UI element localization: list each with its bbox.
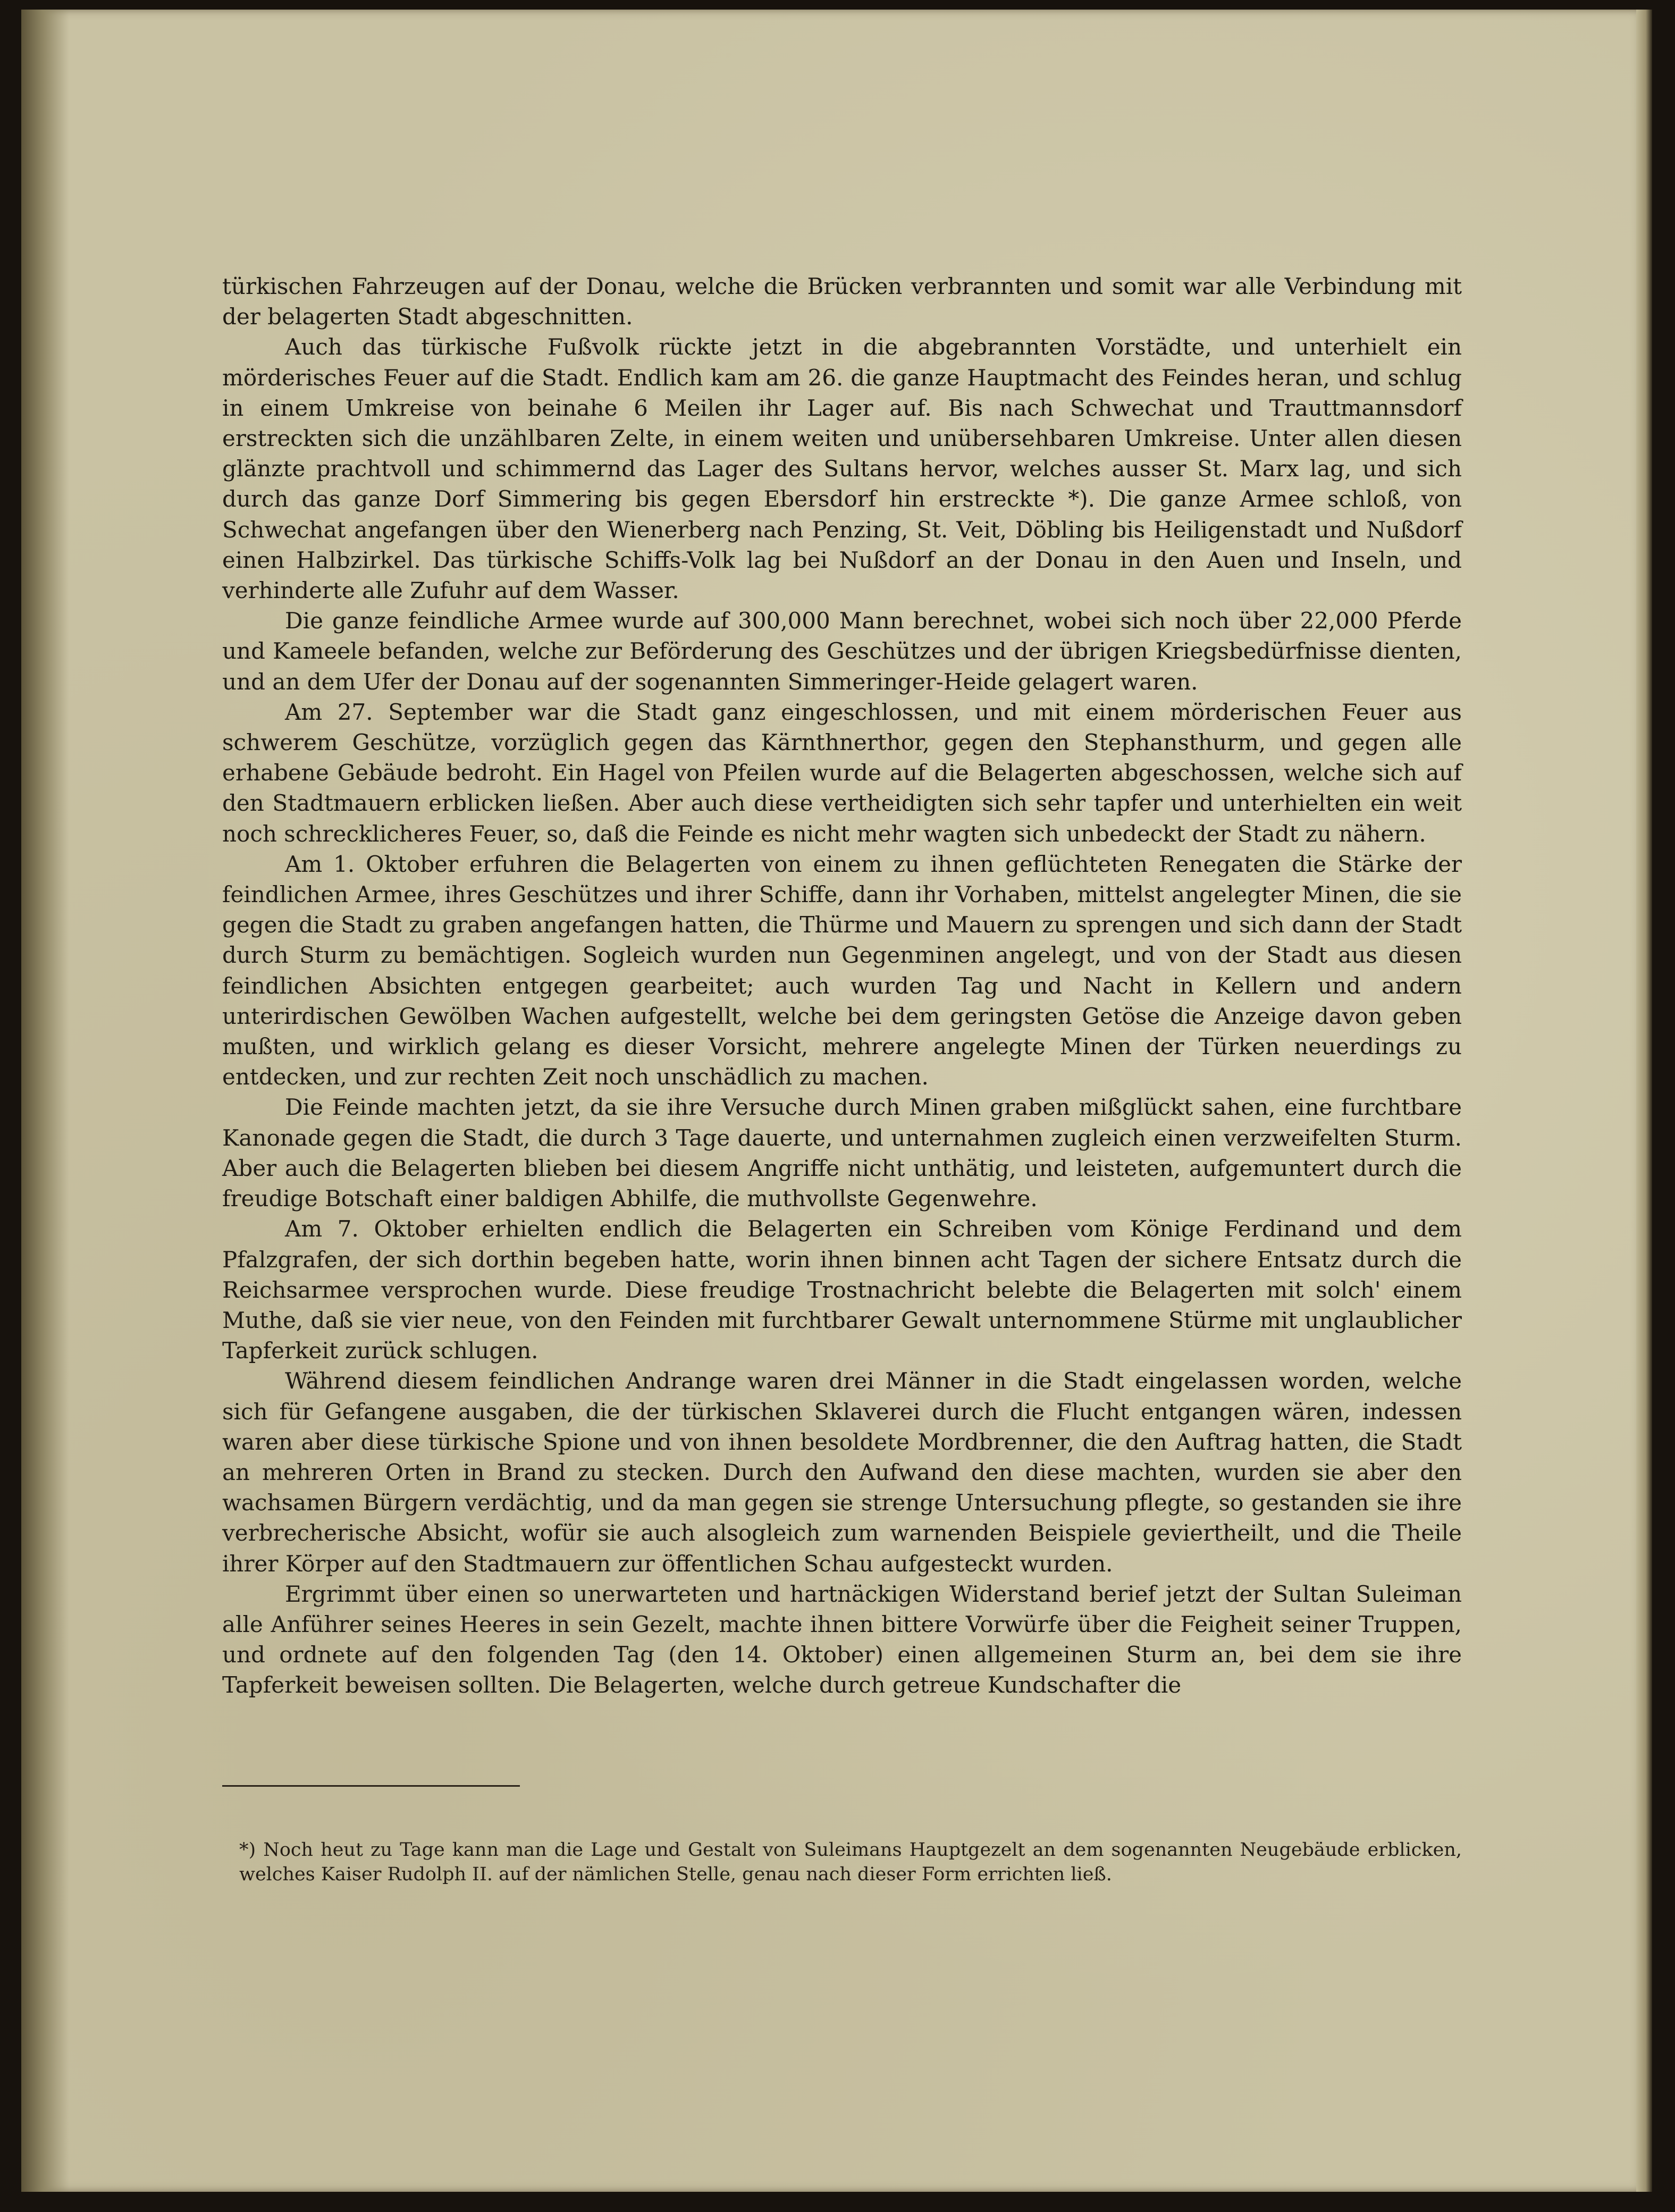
footnote-separator	[222, 1785, 520, 1787]
page-gutter-shadow	[21, 10, 69, 2192]
paragraph: Ergrimmt über einen so unerwarteten und hartnäckigen Widerstand berief jetzt der Sultan Suleiman alle Anführer seines Heeres in sein Gezelt, machte ihnen bittere Vorwürfe über die Feigheit seiner Truppen, und ordnete auf den folgenden Tag (den 14. Oktober) einen allgemeinen Sturm an, bei dem sie ihre Tapferkeit beweisen sollten. Die Belagerten, welche durch getreue Kundschafter die	[222, 1580, 1462, 1698]
paragraph: Während diesem feindlichen Andrange waren drei Männer in die Stadt eingelassen worden, welche sich für Gefangene ausgaben, die der türkischen Sklaverei durch die Flucht entgangen wären, indessen waren aber diese türkische Spione und von ihnen besoldete Mordbrenner, die den Auftrag hatten, die Stadt an mehreren Orten in Brand zu stecken. Durch den Aufwand den diese machten, wurden sie aber den wachsamen Bürgern verdächtig, und da man gegen sie strenge Untersuchung pflegte, so gestanden sie ihre verbrecherische Absicht, wofür sie auch alsogleich zum warnenden Beispiele geviertheilt, und die Theile ihrer Körper auf den Stadtmauern zur öffentlichen Schau aufgesteckt wurden.	[222, 1368, 1462, 1577]
page-edge	[1636, 10, 1652, 2192]
paragraph: Am 27. September war die Stadt ganz eingeschlossen, und mit einem mörderischen Feuer aus schwerem Geschütze, vorzüglich gegen das Kärnthnerthor, gegen den Stephansthurm, und gegen alle erhabene Gebäude bedroht. Ein Hagel von Pfeilen wurde auf die Belagerten abgeschossen, welche sich auf den Stadtmauern erblicken ließen. Aber auch diese vertheidigten sich sehr tapfer und unterhielten ein weit noch schrecklicheres Feuer, so, daß die Feinde es nicht mehr wagten sich unbedeckt der Stadt zu nähern.	[222, 699, 1462, 847]
paragraph: türkischen Fahrzeugen auf der Donau, welche die Brücken verbrannten und somit war alle Verbindung mit der belagerten Stadt abgeschnitten.	[222, 273, 1462, 330]
paragraph: Die ganze feindliche Armee wurde auf 300,000 Mann berechnet, wobei sich noch über 22,000 Pferde und Kameele befanden, welche zur Beförderung des Geschützes und der übrigen Kriegsbedürfnisse dienten, und an dem Ufer der Donau auf der sogenannten Simmeringer-Heide gelagert waren.	[222, 608, 1462, 695]
footnote: *) Noch heut zu Tage kann man die Lage und Gestalt von Suleimans Hauptgezelt an dem sogenannten Neugebäude erblicken, welches Kaiser Rudolph II. auf der nämlichen Stelle, genau nach dieser Form errichten ließ.	[239, 1839, 1462, 1885]
paragraph: Am 7. Oktober erhielten endlich die Belagerten ein Schreiben vom Könige Ferdinand und dem Pfalzgrafen, der sich dorthin begeben hatte, worin ihnen binnen acht Tagen der sichere Entsatz durch die Reichsarmee versprochen wurde. Diese freudige Trostnachricht belebte die Belagerten mit solch' einem Muthe, daß sie vier neue, von den Feinden mit furchtbarer Gewalt unternommene Stürme mit unglaublicher Tapferkeit zurück schlugen.	[222, 1216, 1462, 1364]
paragraph: Die Feinde machten jetzt, da sie ihre Versuche durch Minen graben mißglückt sahen, eine furchtbare Kanonade gegen die Stadt, die durch 3 Tage dauerte, und unternahmen zugleich einen verzweifelten Sturm. Aber auch die Belagerten blieben bei diesem Angriffe nicht unthätig, und leisteten, aufgemuntert durch die freudige Botschaft einer baldigen Abhilfe, die muthvollste Gegenwehre.	[222, 1094, 1462, 1212]
paragraph: Am 1. Oktober erfuhren die Belagerten von einem zu ihnen geflüchteten Renegaten die Stärke der feindlichen Armee, ihres Geschützes und ihrer Schiffe, dann ihr Vorhaben, mittelst angelegter Minen, die sie gegen die Stadt zu graben angefangen hatten, die Thürme und Mauern zu sprengen und sich dann der Stadt durch Sturm zu bemächtigen. Sogleich wurden nun Gegenminen angelegt, und von der Stadt aus diesen feindlichen Absichten entgegen gearbeitet; auch wurden Tag und Nacht in Kellern und andern unterirdischen Gewölben Wachen aufgestellt, welche bei dem geringsten Getöse die Anzeige davon geben mußten, und wirklich gelang es dieser Vorsicht, mehrere angelegte Minen der Türken neuerdings zu entdecken, und zur rechten Zeit noch unschädlich zu machen.	[222, 851, 1462, 1090]
body-text	[222, 271, 1462, 1701]
paragraph: Auch das türkische Fußvolk rückte jetzt in die abgebrannten Vorstädte, und unterhielt ein mörderisches Feuer auf die Stadt. Endlich kam am 26. die ganze Hauptmacht des Feindes heran, und schlug in einem Umkreise von beinahe 6 Meilen ihr Lager auf. Bis nach Schwechat und Trauttmannsdorf erstreckten sich die unzählbaren Zelte, in einem weiten und unübersehbaren Umkreise. Unter allen diesen glänzte prachtvoll und schimmernd das Lager des Sultans hervor, welches ausser St. Marx lag, und sich durch das ganze Dorf Simmering bis gegen Ebersdorf hin erstreckte *). Die ganze Armee schloß, von Schwechat angefangen über den Wienerberg nach Penzing, St. Veit, Döbling bis Heiligenstadt und Nußdorf einen Halbzirkel. Das türkische Schiffs-Volk lag bei Nußdorf an der Donau in den Auen und Inseln, und verhinderte alle Zufuhr auf dem Wasser.	[222, 334, 1462, 604]
